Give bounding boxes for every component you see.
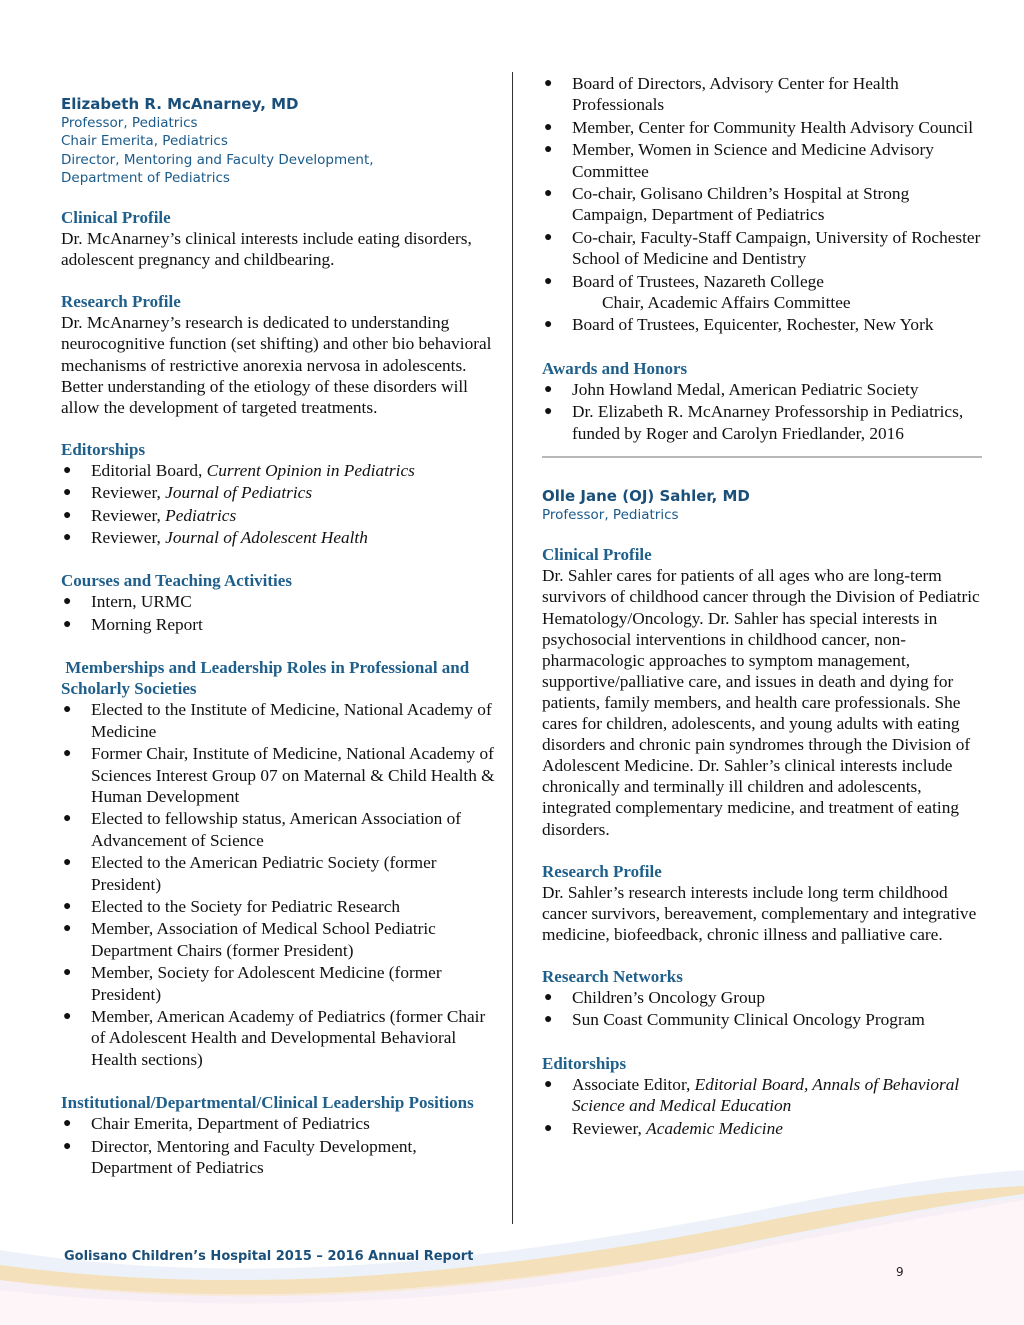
- list-item: ● Reviewer, Pediatrics: [63, 505, 237, 525]
- page-number: 9: [896, 1265, 904, 1279]
- section-heading: Memberships and Leadership Roles in Professional and Scholarly Societies: [61, 658, 474, 699]
- list-item: ● Chair Emerita, Department of Pediatrics: [63, 1114, 370, 1134]
- footer-report-title: Golisano Children’s Hospital 2015 – 2016 Annual Report: [64, 1249, 474, 1264]
- bullet-icon: ●: [63, 507, 72, 523]
- right-column: [542, 73, 982, 1140]
- list-item: ● Reviewer, Journal of Pediatrics: [63, 483, 313, 503]
- research-profile-text: Dr. McAnarney’s research is dedicated to understanding neurocognitive function (set shifting) and other bio behavioral mechanisms of restrictive anorexia nervosa in adolescents. Better understanding of the etiology of these disorders will allow the development of targeted treatments.: [61, 313, 492, 417]
- list-item: ● John Howland Medal, American Pediatric Society: [544, 379, 919, 399]
- bullet-icon: ●: [63, 1116, 72, 1132]
- section-heading: Research Profile: [61, 292, 181, 312]
- list-item: ● Elected to the Society for Pediatric Research: [63, 896, 401, 916]
- person-title: Department of Pediatrics: [61, 169, 230, 186]
- bullet-icon: ●: [63, 811, 72, 827]
- list-item: ● Member, Society for Adolescent Medicine (former President): [63, 963, 442, 1004]
- list-item: ● Member, Center for Community Health Advisory Council: [544, 117, 974, 137]
- list-item: ● Director, Mentoring and Faculty Development, Department of Pediatrics: [63, 1136, 417, 1177]
- list-item: ● Board of Directors, Advisory Center for Health Professionals: [544, 74, 899, 115]
- bullet-icon: ●: [544, 142, 553, 158]
- list-item: ● Member, Association of Medical School Pediatric Department Chairs (former President): [63, 919, 436, 960]
- section-heading: Research Networks: [542, 966, 683, 986]
- bullet-icon: ●: [544, 76, 553, 91]
- bullet-icon: ●: [544, 119, 553, 135]
- bullet-icon: ●: [544, 273, 553, 289]
- bullet-icon: ●: [63, 485, 72, 501]
- person-title: Professor, Pediatrics: [542, 507, 679, 524]
- list-item: ● Member, American Academy of Pediatrics (former Chair of Adolescent Health and Developmental Behavioral Health sections): [63, 1006, 486, 1069]
- bullet-icon: ●: [63, 898, 72, 914]
- list-item: ● Reviewer, Journal of Adolescent Health: [63, 528, 368, 548]
- bullet-icon: ●: [544, 229, 553, 245]
- awards-list: [542, 379, 982, 444]
- bullet-icon: ●: [544, 404, 553, 420]
- list-item: ● Board of Trustees, Equicenter, Rochester, New York: [544, 315, 934, 335]
- list-item: ● Dr. Elizabeth R. McAnarney Professorship in Pediatrics, funded by Roger and Carolyn Friedlander, 2016: [544, 402, 964, 443]
- bullet-icon: ●: [63, 965, 72, 981]
- section-heading: Editorships: [61, 439, 146, 459]
- bullet-icon: ●: [63, 702, 72, 718]
- person-title: Professor, Pediatrics: [61, 115, 198, 131]
- bullet-icon: ●: [544, 1076, 553, 1092]
- left-column: [61, 94, 501, 1179]
- bullet-icon: ●: [63, 530, 72, 546]
- bullet-icon: ●: [544, 317, 553, 333]
- list-item: ● Former Chair, Institute of Medicine, National Academy of Sciences Interest Group 07 on Maternal & Child Health & Human Development: [63, 744, 495, 806]
- column-divider: [512, 72, 513, 1224]
- bullet-icon: ●: [63, 616, 72, 632]
- person-title: Chair Emerita, Pediatrics: [61, 133, 228, 150]
- editorships-list: [61, 460, 501, 549]
- bullet-icon: ●: [63, 594, 72, 610]
- list-item: ● Editorial Board, Current Opinion in Pediatrics: [63, 460, 415, 480]
- section-heading: Clinical Profile: [542, 545, 652, 565]
- bullet-icon: ●: [63, 855, 72, 871]
- list-item: ● Reviewer, Academic Medicine: [544, 1118, 783, 1138]
- list-item: ● Co-chair, Faculty-Staff Campaign, University of Rochester School of Medicine and Dentistry: [544, 227, 981, 269]
- editorships-list: [542, 1074, 982, 1139]
- section-heading: Courses and Teaching Activities: [61, 571, 292, 591]
- person-title: Director, Mentoring and Faculty Development,: [61, 151, 374, 168]
- section-heading: Research Profile: [542, 861, 662, 881]
- person-name: Olle Jane (OJ) Sahler, MD: [542, 487, 750, 506]
- list-item: ● Children’s Oncology Group: [544, 987, 765, 1007]
- bullet-icon: ●: [63, 921, 72, 937]
- research-profile-text: Dr. Sahler’s research interests include long term childhood cancer survivors, bereavement, complementary and integrative medicine, biofeedback, chronic illness and palliative care.: [542, 882, 977, 944]
- memberships-list: [61, 699, 501, 1070]
- list-item: ● Sun Coast Community Clinical Oncology Program: [544, 1010, 925, 1030]
- section-heading: Awards and Honors: [542, 358, 688, 378]
- person-name: Elizabeth R. McAnarney, MD: [61, 95, 299, 113]
- section-heading: Clinical Profile: [61, 208, 171, 228]
- clinical-profile-text: Dr. Sahler cares for patients of all ages who are long-term survivors of childhood cancer through the Division of Pediatric Hematology/Oncology. Dr. Sahler has special interests in psychosocial interventions in childhood cancer, non-pharmacologic approaches to symptom management, supportive/palliative care, and issues in death and dying for patients, family members, and health care professionals. She cares for children, adolescents, and young adults with eating disorders and chronic pain syndromes through the Division of Adolescent Medicine. Dr. Sahler’s clinical interests include chronically and terminally ill children and adolescents, integrated complementary medicine, and treatment of eating disorders.: [542, 566, 980, 839]
- list-item: ● Associate Editor, Editorial Board, Annals of Behavioral Science and Medical Education: [544, 1074, 960, 1116]
- bullet-icon: ●: [63, 462, 72, 478]
- bullet-icon: ●: [544, 186, 553, 202]
- bullet-icon: ●: [544, 381, 553, 397]
- sub-list-item: Chair, Academic Affairs Committee: [602, 293, 851, 313]
- list-item: ● Morning Report: [63, 614, 203, 634]
- clinical-profile-text: Dr. McAnarney’s clinical interests include eating disorders, adolescent pregnancy and childbearing.: [61, 229, 472, 270]
- courses-list: [61, 591, 501, 635]
- section-heading: Editorships: [542, 1053, 627, 1073]
- bullet-icon: ●: [63, 1008, 72, 1024]
- research-networks-list: [542, 987, 982, 1031]
- section-heading: Institutional/Departmental/Clinical Leadership Positions: [61, 1093, 474, 1113]
- institutional-list: [61, 1113, 501, 1178]
- bullet-icon: ●: [63, 1138, 72, 1154]
- bullet-icon: ●: [544, 1012, 553, 1028]
- bullet-icon: ●: [544, 1120, 553, 1136]
- list-item: ● Intern, URMC: [63, 592, 192, 612]
- list-item: ● Co-chair, Golisano Children’s Hospital at Strong Campaign, Department of Pediatrics: [544, 184, 910, 225]
- list-item: ● Elected to the American Pediatric Society (former President): [63, 853, 437, 894]
- list-item: ● Board of Trustees, Nazareth College Chair, Academic Affairs Committee: [542, 271, 982, 314]
- bullet-icon: ●: [63, 746, 72, 762]
- list-item: ● Elected to fellowship status, American Association of Advancement of Science: [63, 809, 462, 850]
- bullet-icon: ●: [544, 989, 553, 1005]
- leadership-continued-list: [542, 73, 982, 336]
- list-item: ● Elected to the Institute of Medicine, National Academy of Medicine: [63, 700, 492, 741]
- list-item: ● Member, Women in Science and Medicine Advisory Committee: [544, 140, 934, 181]
